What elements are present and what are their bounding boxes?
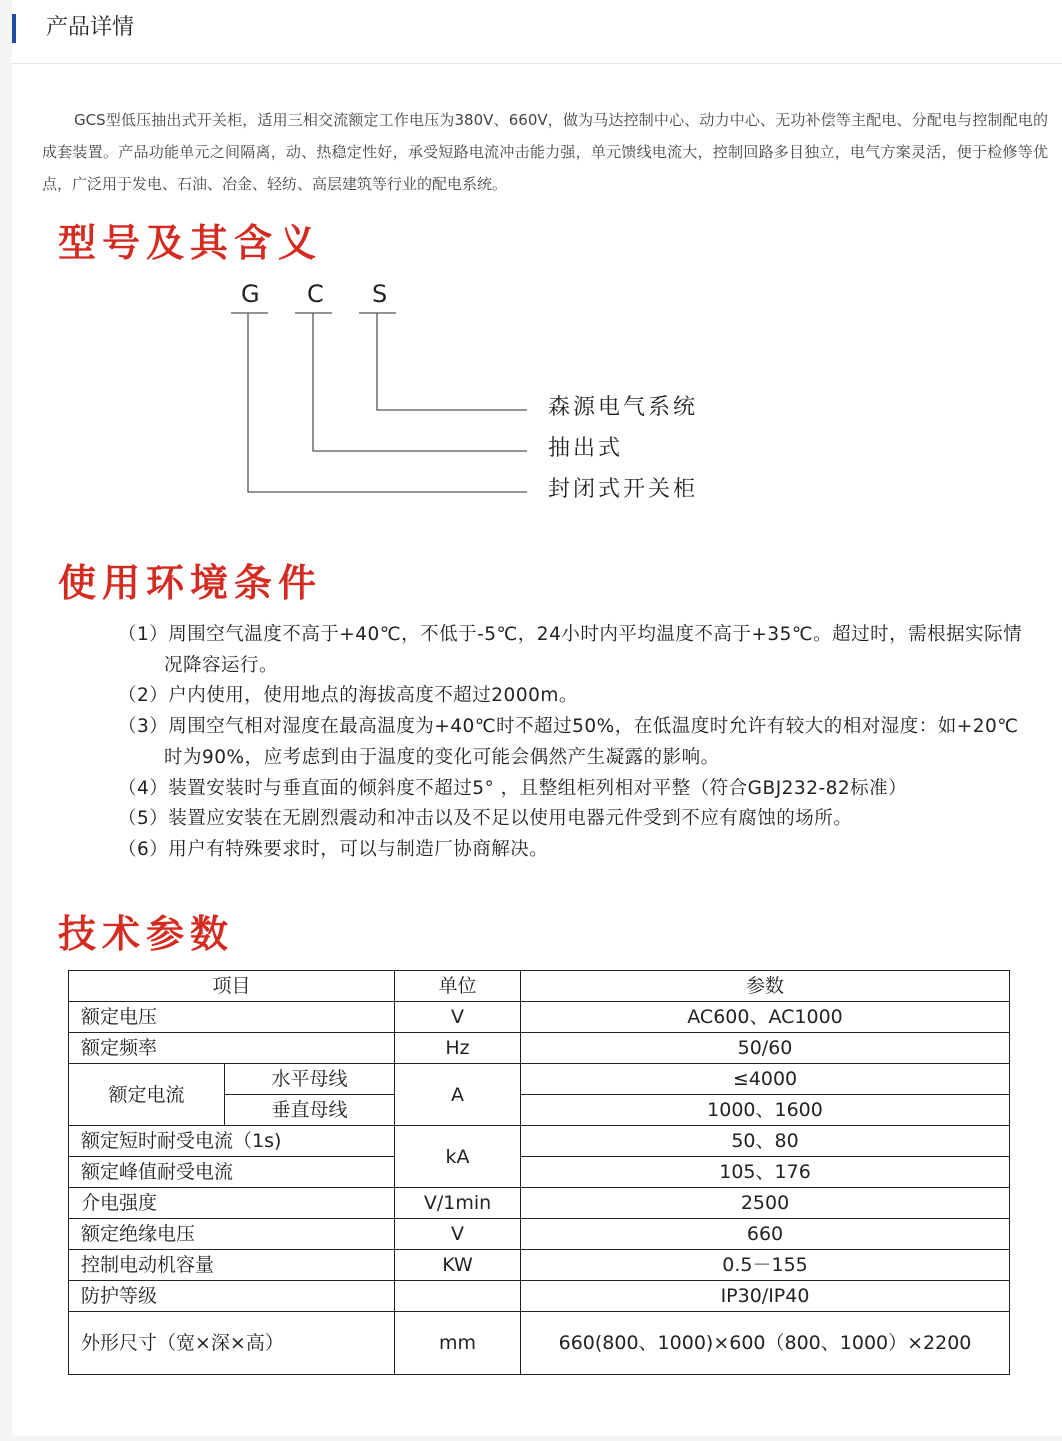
table-row [69,1064,1010,1095]
table-cell: 50/60 [521,1033,1010,1064]
table-cell: V [395,1219,521,1250]
table-cell: 1000、1600 [521,1095,1010,1126]
model-letter-g: G [241,280,260,308]
table-cell: 介电强度 [69,1188,395,1219]
table-header-row [69,971,1010,1002]
table-cell: 防护等级 [69,1281,395,1312]
table-cell: 额定峰值耐受电流 [69,1157,395,1188]
table-cell: 水平母线 [225,1064,395,1095]
condition-item: （2）户内使用，使用地点的海拔高度不超过2000m。 [118,685,578,707]
table-cell: 控制电动机容量 [69,1250,395,1281]
meaning-g: 封闭式开关柜 [548,477,699,502]
table-cell: 660(800、1000)×600（800、1000）×2200 [521,1312,1010,1375]
table-cell: 额定绝缘电压 [69,1219,395,1250]
table-cell: AC600、AC1000 [521,1002,1010,1033]
table-cell: V/1min [395,1188,521,1219]
environment-list [118,620,1030,866]
table-row [69,1126,1010,1157]
table-cell: kA [395,1126,521,1188]
condition-item: （4）装置安装时与垂直面的倾斜度不超过5° ，且整组柜列相对平整（符合GBJ232-82标准） [118,777,908,799]
environment-section-title: 使用环境条件 [58,560,323,605]
table-row [69,1250,1010,1281]
table-row [69,1002,1010,1033]
table-row [69,1219,1010,1250]
table-cell: 0.5－155 [521,1250,1010,1281]
model-letter-c: C [307,280,324,308]
model-section-title: 型号及其含义 [58,220,323,265]
connector-g [248,313,527,492]
page-title: 产品详情 [46,15,135,40]
connector-c [313,313,527,451]
meaning-s: 森源电气系统 [548,395,699,420]
table-row [69,1157,1010,1188]
table-cell: 660 [521,1219,1010,1250]
table-row [69,1312,1010,1375]
table-cell: 额定电流 [69,1064,225,1126]
table-cell: Hz [395,1033,521,1064]
table-cell: ≤4000 [521,1064,1010,1095]
spec-table [68,970,1010,1375]
table-cell: A [395,1064,521,1126]
table-cell [395,1281,521,1312]
model-diagram [12,0,1062,520]
table-cell: 垂直母线 [225,1095,395,1126]
table-cell: IP30/IP40 [521,1281,1010,1312]
connector-s [377,313,527,410]
table-cell: 50、80 [521,1126,1010,1157]
table-row [69,1188,1010,1219]
table-row [69,1033,1010,1064]
condition-item: （5）装置应安装在无剧烈震动和冲击以及不足以使用电器元件受到不应有腐蚀的场所。 [118,808,853,830]
header-unit: 单位 [395,971,521,1002]
table-cell: mm [395,1312,521,1375]
condition-item: （1）周围空气温度不高于+40℃，不低于-5℃，24小时内平均温度不高于+35℃。超过时，需根据实际情况降容运行。 [118,624,1023,676]
model-letter-s: S [372,280,388,308]
header-item: 项目 [69,971,395,1002]
table-cell: 2500 [521,1188,1010,1219]
table-cell: 额定短时耐受电流（1s) [69,1126,395,1157]
condition-item: （6）用户有特殊要求时，可以与制造厂协商解决。 [118,838,549,860]
table-row [69,1281,1010,1312]
tech-section-title: 技术参数 [58,911,235,956]
product-intro: GCS型低压抽出式开关柜，适用三相交流额定工作电压为380V、660V，做为马达控制中心、动力中心、无功补偿等主配电、分配电与控制配电的成套装置。产品功能单元之间隔离，动、热稳定性好，承受短路电流冲击能力强，单元馈线电流大，控制回路多目独立，电气方案灵活，便于检修等优点，广泛用于发电、石油、冶金、轻纺、高层建筑等行业的配电系统。 [42,111,1048,193]
table-cell: 105、176 [521,1157,1010,1188]
table-cell: KW [395,1250,521,1281]
table-cell: V [395,1002,521,1033]
condition-item: （3）周围空气相对湿度在最高温度为+40℃时不超过50%，在低温度时允许有较大的相对湿度：如+20℃时为90%，应考虑到由于温度的变化可能会偶然产生凝露的影响。 [118,716,1019,768]
table-cell: 额定频率 [69,1033,395,1064]
meaning-c: 抽出式 [548,436,624,461]
table-cell: 外形尺寸（宽×深×高） [69,1312,395,1375]
header-param: 参数 [521,971,1010,1002]
table-cell: 额定电压 [69,1002,395,1033]
